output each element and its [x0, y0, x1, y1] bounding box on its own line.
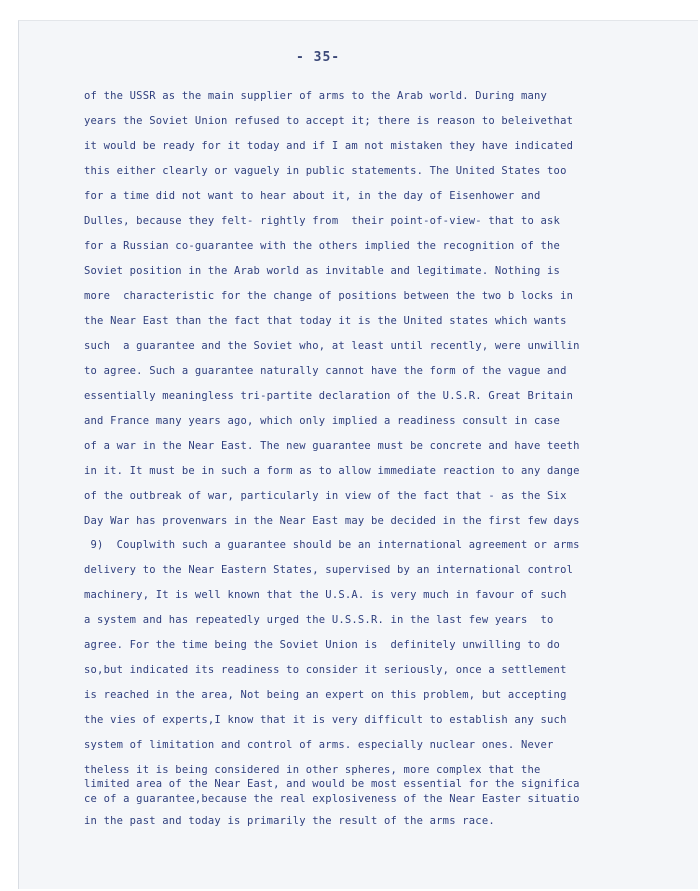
text-line: Day War has provenwars in the Near East may be decided in the first few days [84, 515, 580, 527]
text-line: a system and has repeatedly urged the U.S.S.R. in the last few years to [84, 614, 554, 626]
text-line: essentially meaningless tri-partite declaration of the U.S.R. Great Britain [84, 390, 574, 402]
text-line: years the Soviet Union refused to accept it; there is reason to beleivethat [84, 115, 574, 127]
text-line: Dulles, because they felt- rightly from their point-of-view- that to ask [84, 215, 561, 227]
text-line: in the past and today is primarily the result of the arms race. [84, 815, 495, 827]
text-line: for a time did not want to hear about it, in the day of Eisenhower and [84, 190, 541, 202]
text-line: is reached in the area, Not being an expert on this problem, but accepting [84, 689, 567, 701]
text-line: ce of a guarantee,because the real explosiveness of the Near Easter situatio [84, 793, 580, 805]
text-line: it would be ready for it today and if I am not mistaken they have indicated [84, 140, 574, 152]
text-line: machinery, It is well known that the U.S.A. is very much in favour of such [84, 589, 567, 601]
text-line: 9) Couplwith such a guarantee should be an international agreement or arms [84, 539, 580, 551]
text-line: the vies of experts,I know that it is very difficult to establish any such [84, 714, 567, 726]
text-line: and France many years ago, which only implied a readiness consult in case [84, 415, 561, 427]
text-line: to agree. Such a guarantee naturally cannot have the form of the vague and [84, 365, 567, 377]
page-number: - 35- [296, 50, 341, 65]
text-line: agree. For the time being the Soviet Union is definitely unwilling to do [84, 639, 561, 651]
text-line: theless it is being considered in other spheres, more complex that the [84, 764, 541, 776]
text-line: such a guarantee and the Soviet who, at least until recently, were unwillin [84, 340, 580, 352]
text-line: this either clearly or vaguely in public statements. The United States too [84, 165, 567, 177]
text-line: of the USSR as the main supplier of arms to the Arab world. During many [84, 90, 548, 102]
text-line: of the outbreak of war, particularly in view of the fact that - as the Six [84, 490, 567, 502]
text-line: more characteristic for the change of positions between the two b locks in [84, 290, 574, 302]
text-line: delivery to the Near Eastern States, supervised by an international control [84, 564, 574, 576]
text-line: limited area of the Near East, and would be most essential for the significa [84, 778, 580, 790]
text-line: so,but indicated its readiness to consider it seriously, once a settlement [84, 664, 567, 676]
text-line: of a war in the Near East. The new guarantee must be concrete and have teeth [84, 440, 580, 452]
text-line: for a Russian co-guarantee with the others implied the recognition of the [84, 240, 561, 252]
text-line: Soviet position in the Arab world as invitable and legitimate. Nothing is [84, 265, 561, 277]
text-line: the Near East than the fact that today it is the United states which wants [84, 315, 567, 327]
text-line: in it. It must be in such a form as to allow immediate reaction to any dange [84, 465, 580, 477]
text-line: system of limitation and control of arms. especially nuclear ones. Never [84, 739, 554, 751]
